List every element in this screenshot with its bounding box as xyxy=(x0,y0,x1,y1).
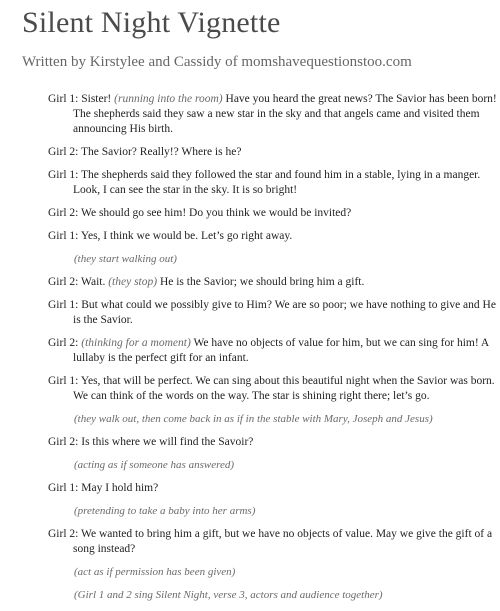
inline-stage-direction: (running into the room) xyxy=(114,93,223,105)
speaker-label: Girl 1: xyxy=(48,482,79,494)
page-title: Silent Night Vignette xyxy=(22,6,281,39)
dialogue-text: Yes, that will be perfect. We can sing about this beautiful night when the Savior was born. We can think of the words on the way. The star is shining right there; let’s go. xyxy=(73,375,495,402)
speaker-label: Girl 1: xyxy=(48,230,79,242)
dialogue-line xyxy=(48,275,500,290)
speaker-label: Girl 1: xyxy=(48,299,79,311)
speaker-label: Girl 1: xyxy=(48,93,79,105)
dialogue-line xyxy=(48,145,500,160)
dialogue-text: We wanted to bring him a gift, but we have no objects of value. May we give the gift of a song instead? xyxy=(73,528,493,555)
speaker-label: Girl 1: xyxy=(48,169,79,181)
dialogue-text: Yes, I think we would be. Let’s go right away. xyxy=(80,230,293,242)
stage-direction: (pretending to take a baby into her arms) xyxy=(74,505,256,517)
stage-direction: (Girl 1 and 2 sing Silent Night, verse 3, actors and audience together) xyxy=(74,589,383,601)
speaker-label: Girl 1: xyxy=(48,375,79,387)
dialogue-line xyxy=(48,481,500,496)
speaker-label: Girl 2: xyxy=(48,337,79,349)
speaker-label: Girl 2: xyxy=(48,528,79,540)
stage-direction: (acting as if someone has answered) xyxy=(74,459,234,471)
speaker-label: Girl 2: xyxy=(48,146,79,158)
dialogue-line xyxy=(48,527,500,557)
dialogue-text: He is the Savior; we should bring him a gift. xyxy=(159,276,365,288)
dialogue-line xyxy=(48,435,500,450)
dialogue-text: Sister! xyxy=(81,93,112,105)
dialogue-text: But what could we possibly give to Him? We are so poor; we have nothing to give and He is the Savior. xyxy=(73,299,496,326)
dialogue-text: We should go see him! Do you think we would be invited? xyxy=(81,207,352,219)
dialogue-text: The Savior? Really!? Where is he? xyxy=(81,146,242,158)
dialogue-text: Is this where we will find the Savoir? xyxy=(81,436,254,448)
dialogue-text: The shepherds said they followed the star and found him in a stable, lying in a manger. Look, I can see the star in the sky. It is so bright! xyxy=(73,169,481,196)
stage-direction: (they start walking out) xyxy=(74,253,177,265)
dialogue-line xyxy=(48,229,500,244)
stage-direction: (they walk out, then come back in as if in the stable with Mary, Joseph and Jesus) xyxy=(74,413,433,425)
dialogue-text: Have you heard the great news? The Savior has been born! The shepherds said they saw a new star in the sky and that angels came and visited them announcing His birth. xyxy=(73,93,497,135)
dialogue-line xyxy=(48,206,500,221)
inline-stage-direction: (they stop) xyxy=(108,276,158,288)
speaker-label: Girl 2: xyxy=(48,276,79,288)
dialogue-line xyxy=(48,298,500,328)
page-subtitle: Written by Kirstylee and Cassidy of momshavequestionstoo.com xyxy=(22,54,412,70)
dialogue-line xyxy=(48,336,500,366)
dialogue-line xyxy=(48,374,500,404)
speaker-label: Girl 2: xyxy=(48,436,79,448)
dialogue-text: May I hold him? xyxy=(81,482,159,494)
dialogue-text: We have no objects of value for him, but we can sing for him! A lullaby is the perfect gift for an infant. xyxy=(73,337,489,364)
inline-stage-direction: (thinking for a moment) xyxy=(81,337,191,349)
dialogue-line xyxy=(48,168,500,198)
stage-direction: (act as if permission has been given) xyxy=(74,566,236,578)
script-body xyxy=(0,92,500,611)
dialogue-line xyxy=(48,92,500,137)
dialogue-text: Wait. xyxy=(81,276,106,288)
speaker-label: Girl 2: xyxy=(48,207,79,219)
